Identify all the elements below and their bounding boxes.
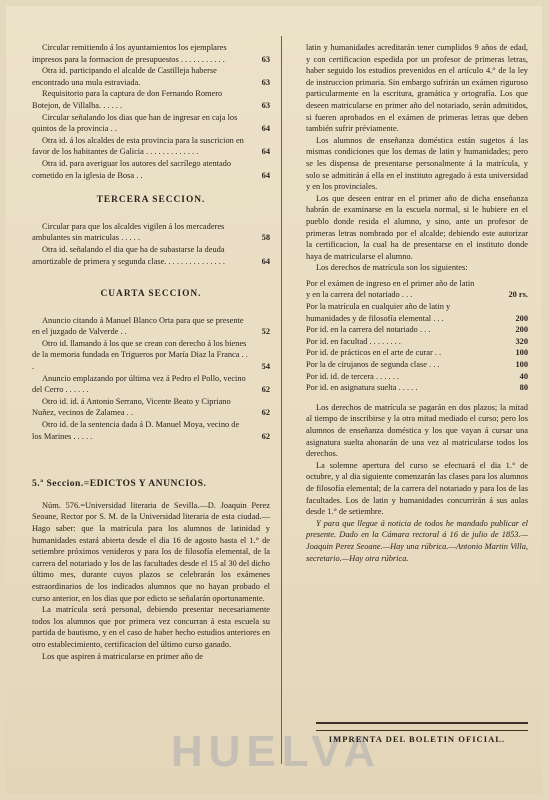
edict-paragraph: Los que deseen entrar en el primer año de dicha enseñanza habrán de examinarse en la escuela normal, si le hubiere en el pueblo donde resida el alumno, y sino, ante un profesor de primeras letras nombrado por el alcalde; debiendo este autorizar la certificacion, la cual ha de presentarse en el instituto donde haya de matricularse el alumno. — [306, 193, 528, 261]
index-entry: Circular para que los alcaldes vigilen á los mercaderes ambulantes sin matriculas . . . . . 58 — [32, 221, 270, 243]
index-entry: Circular señalando los dias que han de ingresar en caja los quintos de la provincia . . 64 — [32, 112, 270, 134]
edict-paragraph: Los derechos de matrícula se pagarán en dos plazos; la mitad al tiempo de inscribirse y la otra mitad mediado el curso; pero los alumnos de enseñanza doméstica y los que vayan á cursar una asignatura suelta abonarán de una vez al matricularse todos los derechos. — [306, 402, 528, 459]
document-page — [6, 6, 542, 794]
fee-row: Por la matrícula en cualquier año de latin y humanidades y de filosofía elemental . . . 200 — [306, 302, 528, 323]
fee-row: Por el exámen de ingreso en el primer año de latin y en la carrera del notariado . . . 20 rs. — [306, 278, 528, 300]
edict-paragraph: La solemne apertura del curso se efectuará el dia 1.° de octubre, y al dia siguiente comenzarán las clases para los alumnos de filosofía elemental; de la carrera del notariado y para los de las facultades. Los de latin y humanidades concurrirán á sus aulas desde 1.° de setiembre. — [306, 460, 528, 517]
fee-row: Por id. en la carrera del notariado . . . 200 — [306, 325, 528, 335]
index-entry: Otra id. á los alcaldes de esta provincia para la suscricion en favor de los habitantes de Galicia . . . . . . . . . . . . . 64 — [32, 135, 270, 157]
fee-row: Por id. de prácticos en el arte de curar . . 100 — [306, 348, 528, 358]
index-list-top — [32, 42, 270, 181]
fee-row: Por id. id. de tercera . . . . . . 40 — [306, 371, 528, 381]
index-entry: Otra id. señalando el dia que ha de subastarse la deuda amortizable de primera y segunda clase. . . . . . . . . . . . . . . 64 — [32, 244, 270, 266]
index-entry: Otro id. de la sentencia dada á D. Manuel Moya, vecino de los Marines . . . . . 62 — [32, 420, 270, 441]
index-entry: Otra id. participando el alcalde de Castilleja haberse encontrado una mula estraviada. 63 — [32, 66, 270, 87]
left-column — [32, 42, 270, 662]
index-entry: Circular remitiendo á los ayuntamientos los ejemplares impresos para la formacion de presupuestos . . . . . . . . . . . 63 — [32, 43, 270, 64]
printer-imprint: IMPRENTA DEL BOLETIN OFICIAL. — [328, 734, 506, 744]
fee-row: Por id. en facultad . . . . . . . . 320 — [306, 336, 528, 346]
column-divider — [281, 36, 282, 764]
edict-paragraph: Los alumnos de enseñanza doméstica están sugetos á las mismas condiciones que los demas de latin y humanidades; pero se les dispensa de presentarse personalmente á la matrícula, y solo se admitirán á ella en el instituto agregado á esta universidad y en los provinciales. — [306, 135, 528, 192]
index-entry: Anuncio emplazando por última vez á Pedro el Pollo, vecino del Cerro . . . . . . 62 — [32, 373, 270, 395]
section-heading-quinta: 5.ª Seccion.=EDICTOS Y ANUNCIOS. — [32, 478, 207, 490]
edict-paragraph: Los derechos de matrícula son los siguientes: — [316, 263, 468, 273]
edict-paragraph: latin y humanidades acreditarán tener cumplidos 9 años de edad, y con certificacion espedida por un profesor de primeras letras, haber seguido los estudios prevenidos en el artículo 4.° de la ley de instruccion primaria. Sin embargo sufrirán un exámen riguroso particularmente en la escritura, gramática y ortografía. Los que deseen matricularse en primer año del notariado, serán admitidos, si fueren aprobados en el exámen de primeras letras que deben también sufrir préviamente. — [306, 43, 528, 134]
fee-table — [306, 278, 528, 394]
library-stamp-watermark: HUELVA — [170, 727, 382, 776]
edict-signature: Y para que llegue á noticia de todos he mandado publicar el presente. Dado en la Cámara rectoral á 16 de julio de 1853.—Joaquin Perez Seoane.—Hay una rúbrica.—Antonio Martin Villa, secretario.—Hay otra rúbrica. — [306, 518, 528, 563]
edict-paragraph: La matrícula será personal, debiendo presentar necesariamente todos los alumnos que por primera vez concurran á esta escuela su partida de bautismo, y en el caso de haber hecho estudios anteriores en otro establecimiento, certificacion del último curso ganado. — [32, 605, 270, 649]
index-entry: Requisitorio para la captura de don Fernando Romero Botejon, de Villalba. . . . . . 63 — [32, 89, 270, 110]
edict-paragraph: Núm. 576.=Universidad literaria de Sevilla.—D. Joaquin Perez Seoane, Rector por S. M. de la Universidad literaria de esta ciudad.—Hago saber: que la matrícula para los alumnos de latinidad y humanidades estará abierta desde el dia 16 de agosto hasta el 1.° de setiembre próximos venideros y para los de filosofía elemental, de la carrera del notariado y los de las facultades desde el 15 al 30 del dicho último mes, durante cuyos plazos se celebrarán los exámenes estraordinarios de los indicados alumnos que no hayan probado el curso anterior, en los dias que por edicto se señalarán oportunamente. — [32, 500, 270, 603]
footer-rule — [316, 722, 528, 731]
right-column — [306, 42, 528, 564]
index-entry: Otro id. llamando á los que se crean con derecho á los bienes de la memoria fundada en Trigueros por María Diaz la Franca . . . 54 — [32, 338, 270, 372]
index-entry: Anuncio citando á Manuel Blanco Orta para que se presente en el juzgado de Valverde . . 52 — [32, 315, 270, 337]
index-entry: Otro id. id. á Antonio Serrano, Vicente Beato y Cipriano Nuñez, vecinos de Zalamea . . 62 — [32, 396, 270, 418]
index-entry: Otra id. para averiguar los autores del sacrílego atentado cometido en la iglesia de Bosa . . 64 — [32, 158, 270, 180]
edict-paragraph: Los que aspiren á matricularse en primer año de — [42, 651, 203, 661]
section-heading-tercera: TERCERA SECCION. — [96, 195, 206, 206]
fee-row: Por id. en asignatura suelta . . . . . 80 — [306, 383, 528, 393]
fee-row: Por la de cirujanos de segunda clase . . . 100 — [306, 360, 528, 370]
section-heading-cuarta: CUARTA SECCION. — [100, 289, 202, 300]
